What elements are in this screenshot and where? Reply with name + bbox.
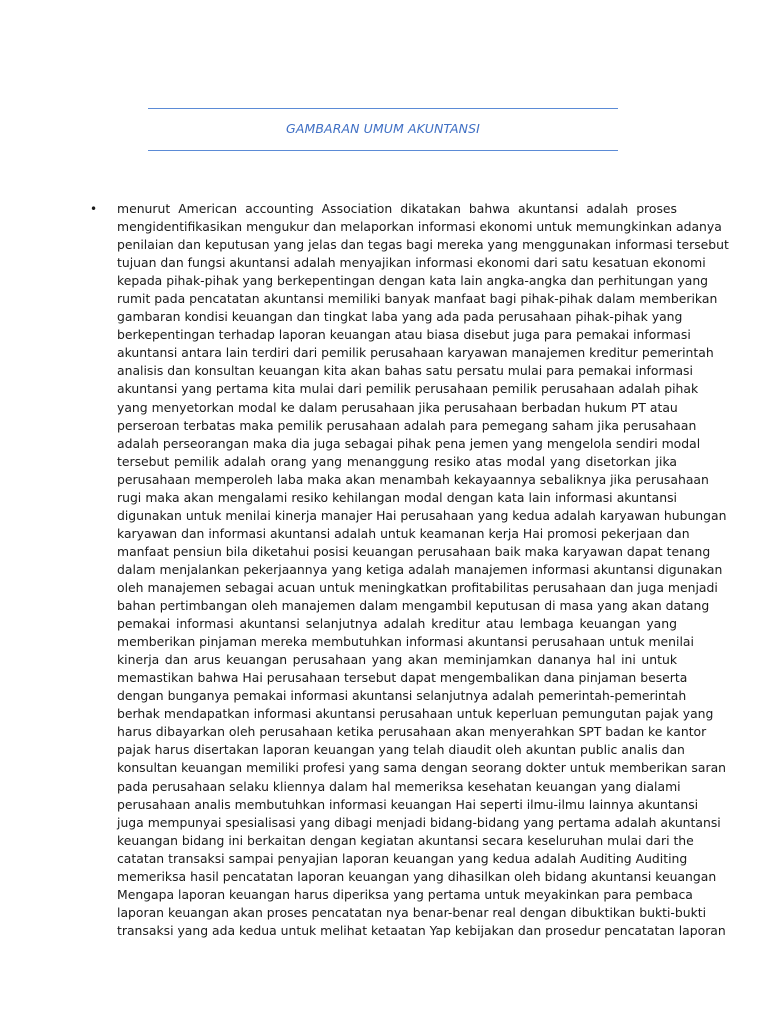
paragraph-line: manfaat pensiun bila diketahui posisi keuangan perusahaan baik maka karyawan dapat tenang	[117, 543, 711, 559]
paragraph-line: memastikan bahwa Hai perusahaan tersebut dapat mengembalikan dana pinjaman beserta	[117, 670, 688, 686]
paragraph-line: bahan pertimbangan oleh manajemen dalam mengambil keputusan di masa yang akan datang	[117, 598, 710, 614]
paragraph-line: adalah perseorangan maka dia juga sebagai pihak pena jemen yang mengelola sendiri modal	[117, 435, 701, 451]
paragraph-line: keuangan bidang ini berkaitan dengan kegiatan akuntansi secara keseluruhan mulai dari the	[117, 832, 694, 848]
paragraph-line: juga mempunyai spesialisasi yang dibagi menjadi bidang-bidang yang pertama adalah akuntansi	[117, 814, 721, 830]
paragraph-line: penilaian dan keputusan yang jelas dan tegas bagi mereka yang menggunakan informasi tersebut	[117, 237, 729, 253]
paragraph-line: digunakan untuk menilai kinerja manajer Hai perusahaan yang kedua adalah karyawan hubungan	[117, 507, 727, 523]
paragraph-line: perseroan terbatas maka pemilik perusahaan adalah para pemegang saham jika perusahaan	[117, 417, 697, 433]
paragraph-line: berhak mendapatkan informasi akuntansi perusahaan untuk keperluan pemungutan pajak yang	[117, 706, 714, 722]
paragraph-line: kepada pihak-pihak yang berkepentingan dengan kata lain angka-angka dan perhitungan yang	[117, 273, 709, 289]
paragraph-line: akuntansi antara lain terdiri dari pemilik perusahaan karyawan manajemen kreditur pemerintah	[117, 345, 714, 361]
paragraph-line: berkepentingan terhadap laporan keuangan atau biasa disebut juga para pemakai informasi	[117, 327, 691, 343]
paragraph-line: transaksi yang ada kedua untuk melihat ketaatan Yap kebijakan dan prosedur pencatatan laporan	[117, 922, 726, 938]
paragraph-line: pada perusahaan selaku kliennya dalam hal memeriksa kesehatan keuangan yang dialami	[117, 778, 681, 794]
paragraph-line: memberikan pinjaman mereka membutuhkan informasi akuntansi perusahaan untuk menilai	[117, 634, 694, 650]
paragraph-line: mengidentifikasikan mengukur dan melaporkan informasi ekonomi untuk memungkinkan adanya	[117, 219, 722, 235]
paragraph-line: konsultan keuangan memiliki profesi yang sama dengan seorang dokter untuk memberikan saran	[117, 760, 727, 776]
paragraph-line: perusahaan analis membutuhkan informasi keuangan Hai seperti ilmu-ilmu lainnya akuntansi	[117, 796, 699, 812]
bullet-marker: •	[90, 202, 98, 216]
paragraph-line: dengan bunganya pemakai informasi akuntansi selanjutnya adalah pemerintah-pemerintah	[117, 688, 687, 704]
body-paragraph	[117, 200, 729, 940]
paragraph-line: laporan keuangan akan proses pencatatan nya benar-benar real dengan dibuktikan bukti-bukti	[117, 904, 707, 920]
paragraph-line: tujuan dan fungsi akuntansi adalah menyajikan informasi ekonomi dari satu kesatuan ekonomi	[117, 255, 706, 271]
paragraph-line: rumit pada pencatatan akuntansi memiliki banyak manfaat bagi pihak-pihak dalam memberikan	[117, 291, 718, 307]
paragraph-line: catatan transaksi sampai penyajian laporan keuangan yang kedua adalah Auditing Auditing	[117, 850, 688, 866]
paragraph-line: pajak harus disertakan laporan keuangan yang telah diaudit oleh akuntan public analis dan	[117, 742, 685, 758]
paragraph-line: perusahaan memperoleh laba maka akan menambah kekayaannya sebaliknya jika perusahaan	[117, 471, 709, 487]
paragraph-line: akuntansi yang pertama kita mulai dari pemilik perusahaan pemilik perusahaan adalah pihak	[117, 381, 699, 397]
title-top-rule	[148, 108, 618, 109]
paragraph-line: dalam menjalankan pekerjaannya yang ketiga adalah manajemen informasi akuntansi digunakan	[117, 561, 723, 577]
paragraph-line: kinerja dan arus keuangan perusahaan yang akan meminjamkan dananya hal ini untuk	[117, 652, 677, 668]
paragraph-line: memeriksa hasil pencatatan laporan keuangan yang dihasilkan oleh bidang akuntansi keuangan	[117, 868, 717, 884]
paragraph-line: tersebut pemilik adalah orang yang menanggung resiko atas modal yang disetorkan jika	[117, 453, 677, 469]
paragraph-line: gambaran kondisi keuangan dan tingkat laba yang ada pada perusahaan pihak-pihak yang	[117, 309, 683, 325]
paragraph-line: harus dibayarkan oleh perusahaan ketika perusahaan akan menyerahkan SPT badan ke kantor	[117, 724, 707, 740]
title-bottom-rule	[148, 150, 618, 151]
paragraph-line: pemakai informasi akuntansi selanjutnya adalah kreditur atau lembaga keuangan yang	[117, 616, 677, 632]
paragraph-line: menurut American accounting Association dikatakan bahwa akuntansi adalah proses	[117, 201, 677, 216]
paragraph-line: oleh manajemen sebagai acuan untuk meningkatkan profitabilitas perusahaan dan juga menjadi	[117, 579, 718, 595]
paragraph-line: analisis dan konsultan keuangan kita akan bahas satu persatu mulai para pemakai informasi	[117, 363, 693, 379]
paragraph-line: rugi maka akan mengalami resiko kehilangan modal dengan kata lain informasi akuntansi	[117, 489, 677, 505]
paragraph-line: Mengapa laporan keuangan harus diperiksa yang pertama untuk meyakinkan para pembaca	[117, 886, 693, 902]
paragraph-line: karyawan dan informasi akuntansi adalah untuk keamanan kerja Hai promosi pekerjaan dan	[117, 525, 690, 541]
document-title: GAMBARAN UMUM AKUNTANSI	[286, 121, 480, 136]
paragraph-line: yang menyetorkan modal ke dalam perusahaan jika perusahaan berbadan hukum PT atau	[117, 399, 678, 415]
